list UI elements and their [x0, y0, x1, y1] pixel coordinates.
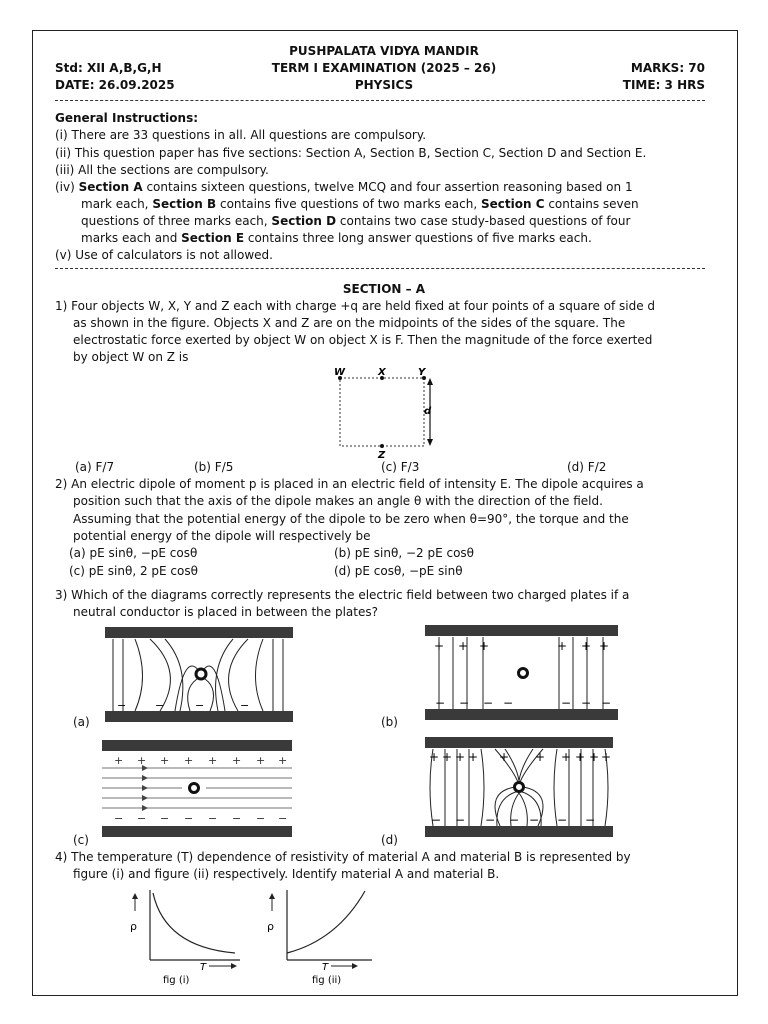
svg-text:−: − [509, 813, 520, 827]
q3-label-d: (d) [381, 833, 398, 847]
marks-label: MARKS: 70 [630, 61, 705, 75]
svg-text:+: + [160, 754, 170, 767]
svg-text:−: − [208, 812, 218, 825]
q3-label-b: (b) [381, 715, 398, 729]
q2-line4: potential energy of the dipole will respectively be [73, 529, 371, 543]
dimension-arrow-down [427, 439, 433, 446]
instruction-iv-line4: marks each and Section E contains three long answer questions of five marks each. [81, 231, 592, 245]
bottom-plate [105, 711, 293, 722]
svg-text:−: − [455, 813, 466, 827]
q4-figure-ii [262, 885, 382, 987]
top-plate [105, 627, 293, 638]
svg-text:−: − [585, 813, 596, 827]
charge-z [380, 444, 384, 448]
svg-text:−: − [155, 699, 165, 712]
t-label: T [322, 962, 329, 973]
q1-option-a: (a) F/7 [75, 460, 115, 474]
svg-text:−: − [278, 812, 288, 825]
subject-label: PHYSICS [354, 78, 414, 92]
svg-text:−: − [184, 812, 194, 825]
label-w: W [334, 367, 346, 378]
q1-square-figure [325, 364, 445, 460]
svg-text:+: + [535, 750, 546, 764]
label-d: d [424, 406, 432, 417]
svg-text:+: + [429, 750, 440, 764]
svg-text:+: + [581, 639, 592, 653]
top-plate [425, 625, 618, 636]
instruction-ii: (ii) This question paper has five sections: Section A, Section B, Section C, Section D and Section E. [55, 146, 647, 160]
q2-option-d: (d) pE cosθ, −pE sinθ [334, 564, 463, 578]
bottom-plate [425, 826, 613, 837]
q4-line1: 4) The temperature (T) dependence of resistivity of material A and material B is represented by [55, 850, 631, 864]
svg-text:−: − [117, 699, 127, 712]
svg-text:−: − [160, 812, 170, 825]
q2-line1: 2) An electric dipole of moment p is placed in an electric field of intensity E. The dipole acquires a [55, 477, 644, 491]
svg-text:+: + [442, 750, 453, 764]
svg-text:+: + [557, 639, 568, 653]
neutral-conductor [515, 783, 524, 792]
q3-diagram-b [425, 625, 620, 721]
instruction-v: (v) Use of calculators is not allowed. [55, 248, 273, 262]
svg-text:+: + [114, 754, 124, 767]
svg-text:−: − [485, 813, 496, 827]
time-label: TIME: 3 HRS [622, 78, 705, 92]
q3-label-a: (a) [73, 715, 90, 729]
q4-figure-i [125, 885, 245, 987]
svg-text:+: + [434, 639, 445, 653]
svg-text:+: + [468, 750, 479, 764]
svg-text:−: − [581, 696, 592, 710]
svg-text:+: + [601, 750, 612, 764]
q2-option-b: (b) pE sinθ, −2 pE cosθ [334, 546, 475, 560]
label-z: Z [378, 450, 386, 460]
fig-i-caption: fig (i) [163, 975, 190, 986]
rho-label: ρ [267, 920, 274, 933]
instruction-iv-line2: mark each, Section B contains five questions of two marks each, Section C contains seven [81, 197, 639, 211]
instruction-iv: (iv) Section A contains sixteen questions, twelve MCQ and four assertion reasoning based on 1 [55, 180, 633, 194]
svg-text:−: − [561, 696, 572, 710]
q3-diagram-c [102, 740, 294, 840]
square-outline [340, 378, 424, 446]
svg-text:+: + [208, 754, 218, 767]
svg-text:−: − [256, 812, 266, 825]
svg-text:+: + [499, 750, 510, 764]
svg-text:−: − [240, 699, 250, 712]
svg-text:−: − [503, 696, 514, 710]
curve-decreasing [153, 893, 235, 953]
q1-line1: 1) Four objects W, X, Y and Z each with charge +q are held fixed at four points of a square of side d [55, 299, 656, 313]
bottom-plate [425, 709, 618, 720]
q1-line3: electrostatic force exerted by object W on object X is F. Then the magnitude of the force exerted [73, 333, 653, 347]
t-label: T [200, 962, 207, 973]
svg-text:+: + [575, 750, 586, 764]
svg-text:−: − [435, 696, 446, 710]
top-plate [102, 740, 292, 751]
instruction-i: (i) There are 33 questions in all. All questions are compulsory. [55, 128, 427, 142]
q2-line2: position such that the axis of the dipole makes an angle θ with the direction of the field. [73, 494, 603, 508]
svg-text:+: + [455, 750, 466, 764]
divider [55, 100, 705, 101]
q2-option-a: (a) pE sinθ, −pE cosθ [69, 546, 198, 560]
q2-line3: Assuming that the potential energy of the dipole to be zero when θ=90°, the torque and the [73, 512, 629, 526]
svg-text:−: − [459, 696, 470, 710]
curve-increasing [287, 891, 365, 953]
svg-text:+: + [458, 639, 469, 653]
svg-text:+: + [232, 754, 242, 767]
std-label: Std: XII A,B,G,H [55, 61, 162, 75]
neutral-conductor [196, 669, 206, 679]
svg-text:−: − [483, 696, 494, 710]
svg-text:+: + [137, 754, 147, 767]
instruction-iv-line3: questions of three marks each, Section D contains two case study-based questions of four [81, 214, 631, 228]
rho-label: ρ [130, 920, 137, 933]
date-label: DATE: 26.09.2025 [55, 78, 175, 92]
dimension-arrow-up [427, 378, 433, 385]
svg-text:−: − [529, 813, 540, 827]
q3-line1: 3) Which of the diagrams correctly represents the electric field between two charged plates if a [55, 588, 630, 602]
svg-text:+: + [589, 750, 600, 764]
q3-line2: neutral conductor is placed in between the plates? [73, 605, 378, 619]
svg-text:+: + [561, 750, 572, 764]
svg-text:−: − [232, 812, 242, 825]
q3-label-c: (c) [73, 833, 89, 847]
q3-diagram-a [105, 627, 295, 723]
neutral-conductor [519, 669, 528, 678]
svg-text:−: − [195, 699, 205, 712]
svg-text:−: − [137, 812, 147, 825]
q2-option-c: (c) pE sinθ, 2 pE cosθ [69, 564, 198, 578]
q1-option-b: (b) F/5 [194, 460, 234, 474]
school-name: PUSHPALATA VIDYA MANDIR [289, 44, 479, 58]
instruction-iii: (iii) All the sections are compulsory. [55, 163, 269, 177]
q1-option-d: (d) F/2 [567, 460, 607, 474]
svg-text:−: − [557, 813, 568, 827]
label-x: X [378, 367, 386, 378]
svg-text:−: − [431, 813, 442, 827]
q1-option-c: (c) F/3 [381, 460, 420, 474]
fig-ii-caption: fig (ii) [312, 975, 342, 986]
neutral-conductor [190, 784, 199, 793]
label-y: Y [418, 367, 426, 378]
exam-title: TERM I EXAMINATION (2025 – 26) [271, 61, 497, 75]
svg-text:+: + [278, 754, 288, 767]
top-plate [425, 737, 613, 748]
svg-text:+: + [184, 754, 194, 767]
svg-text:+: + [479, 639, 490, 653]
svg-text:−: − [114, 812, 124, 825]
bottom-plate [102, 826, 292, 837]
q1-line2: as shown in the figure. Objects X and Z are on the midpoints of the sides of the square. The [73, 316, 626, 330]
q3-diagram-d [425, 737, 615, 839]
q1-line4: by object W on Z is [73, 350, 189, 364]
svg-text:−: − [601, 696, 612, 710]
divider [55, 268, 705, 269]
svg-text:+: + [599, 639, 610, 653]
q4-line2: figure (i) and figure (ii) respectively. Identify material A and material B. [73, 867, 500, 881]
section-a-title: SECTION – A [342, 282, 426, 296]
instructions-title: General Instructions: [55, 111, 199, 125]
svg-text:+: + [256, 754, 266, 767]
